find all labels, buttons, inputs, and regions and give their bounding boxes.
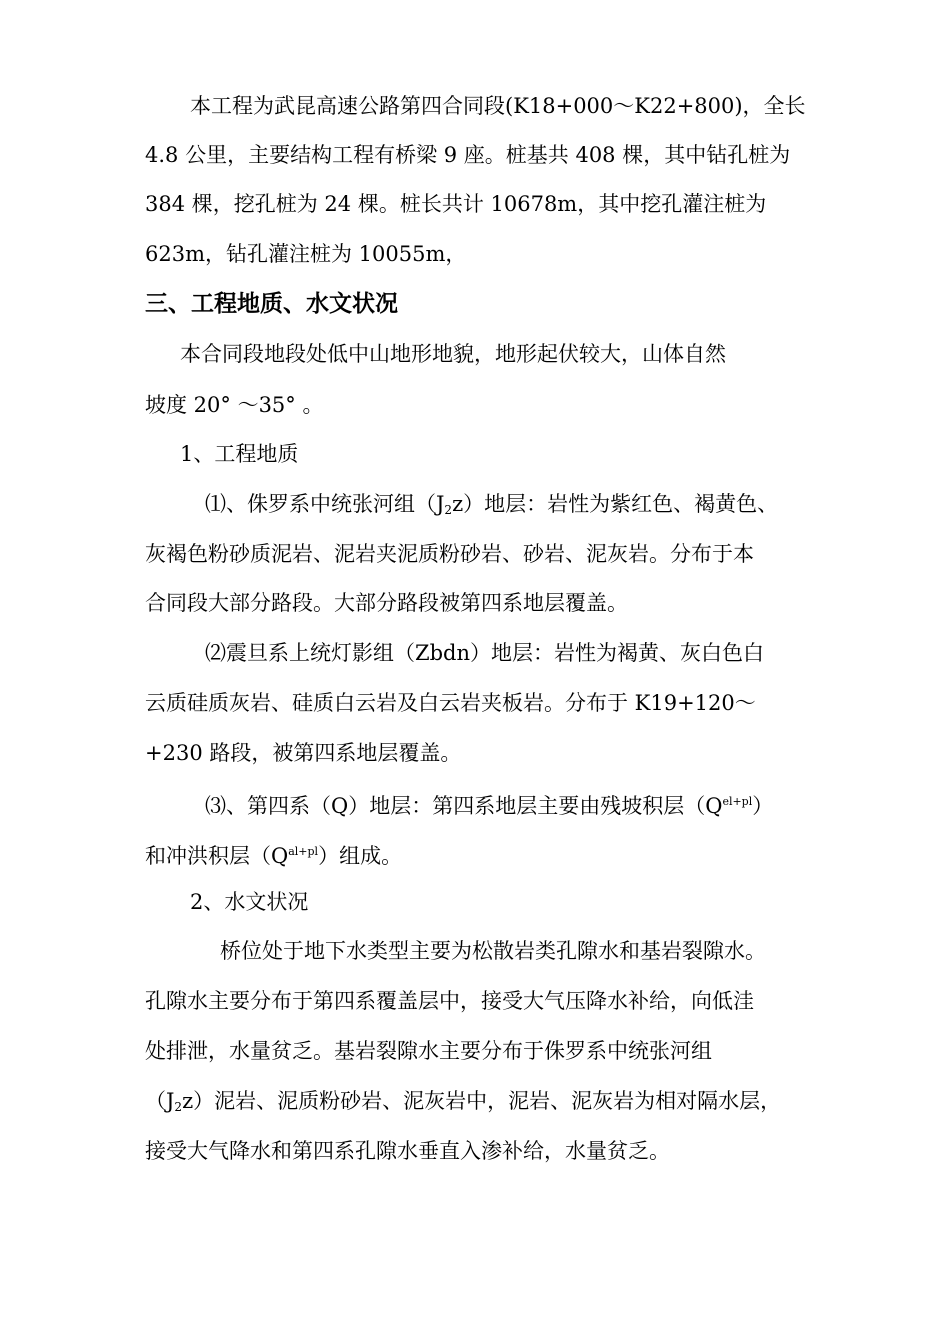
geology-item2-line-1: ⑵震旦系上统灯影组（Zbdn）地层：岩性为褐黄、灰白色白 (205, 641, 764, 665)
hydrology-text-b: z）泥岩、泥质粉砂岩、泥灰岩中，泥岩、泥灰岩为相对隔水层， (182, 1089, 782, 1113)
overview-line-2: 坡度 20° ～35° 。 (145, 393, 324, 417)
geology-title: 1、工程地质 (180, 442, 299, 466)
geology-item3-text-b: ） (752, 794, 774, 818)
geology-item3-text-c: 和冲洪积层（Q (145, 844, 289, 868)
hydrology-title: 2、水文状况 (190, 890, 309, 914)
geology-item3-line-2 (145, 839, 402, 869)
geology-item1-line-2: 灰褐色粉砂质泥岩、泥岩夹泥质粉砂岩、砂岩、泥灰岩。分布于本 (145, 542, 754, 566)
geology-item1-line-3: 合同段大部分路段。大部分路段被第四系地层覆盖。 (145, 591, 628, 615)
hydrology-line-1: 桥位处于地下水类型主要为松散岩类孔隙水和基岩裂隙水。 (220, 939, 766, 963)
hydrology-line-2: 孔隙水主要分布于第四系覆盖层中，接受大气压降水补给，向低洼 (145, 989, 754, 1013)
hydrology-text-a: （J (145, 1089, 175, 1113)
intro-line-1: 本工程为武昆高速公路第四合同段(K18+000～K22+800)，全长 (190, 94, 806, 118)
geology-item1-subscript: 2 (444, 503, 453, 517)
hydrology-line-3: 处排泄，水量贫乏。基岩裂隙水主要分布于侏罗系中统张河组 (145, 1039, 712, 1063)
intro-line-2: 4.8 公里，主要结构工程有桥梁 9 座。桩基共 408 棵，其中钻孔桩为 (145, 143, 791, 167)
intro-line-4: 623m，钻孔灌注桩为 10055m， (145, 242, 467, 266)
geology-item1-text-b: z）地层：岩性为紫红色、褐黄色、 (452, 492, 779, 516)
geology-item3-line-1 (205, 789, 773, 819)
hydrology-line-4 (145, 1088, 781, 1120)
overview-line-1: 本合同段地段处低中山地形地貌，地形起伏较大，山体自然 (180, 342, 726, 366)
geology-item3-superscript-2: al+pl (288, 845, 319, 858)
hydrology-line-5: 接受大气降水和第四系孔隙水垂直入渗补给，水量贫乏。 (145, 1139, 670, 1163)
geology-item3-text-a: ⑶、第四系（Q）地层：第四系地层主要由残坡积层（Q (205, 794, 723, 818)
geology-item3-superscript-1: el+pl (722, 795, 753, 808)
geology-item2-line-2: 云质硅质灰岩、硅质白云岩及白云岩夹板岩。分布于 K19+120～ (145, 691, 756, 715)
geology-item3-text-d: ）组成。 (318, 844, 403, 868)
geology-item1-line-1 (205, 491, 778, 523)
hydrology-subscript: 2 (174, 1100, 183, 1114)
intro-line-3: 384 棵，挖孔桩为 24 棵。桩长共计 10678m，其中挖孔灌注桩为 (145, 192, 767, 216)
section-heading: 三、工程地质、水文状况 (145, 291, 398, 317)
geology-item2-line-3: +230 路段，被第四系地层覆盖。 (145, 741, 462, 765)
geology-item1-text-a: ⑴、侏罗系中统张河组（J (205, 492, 445, 516)
